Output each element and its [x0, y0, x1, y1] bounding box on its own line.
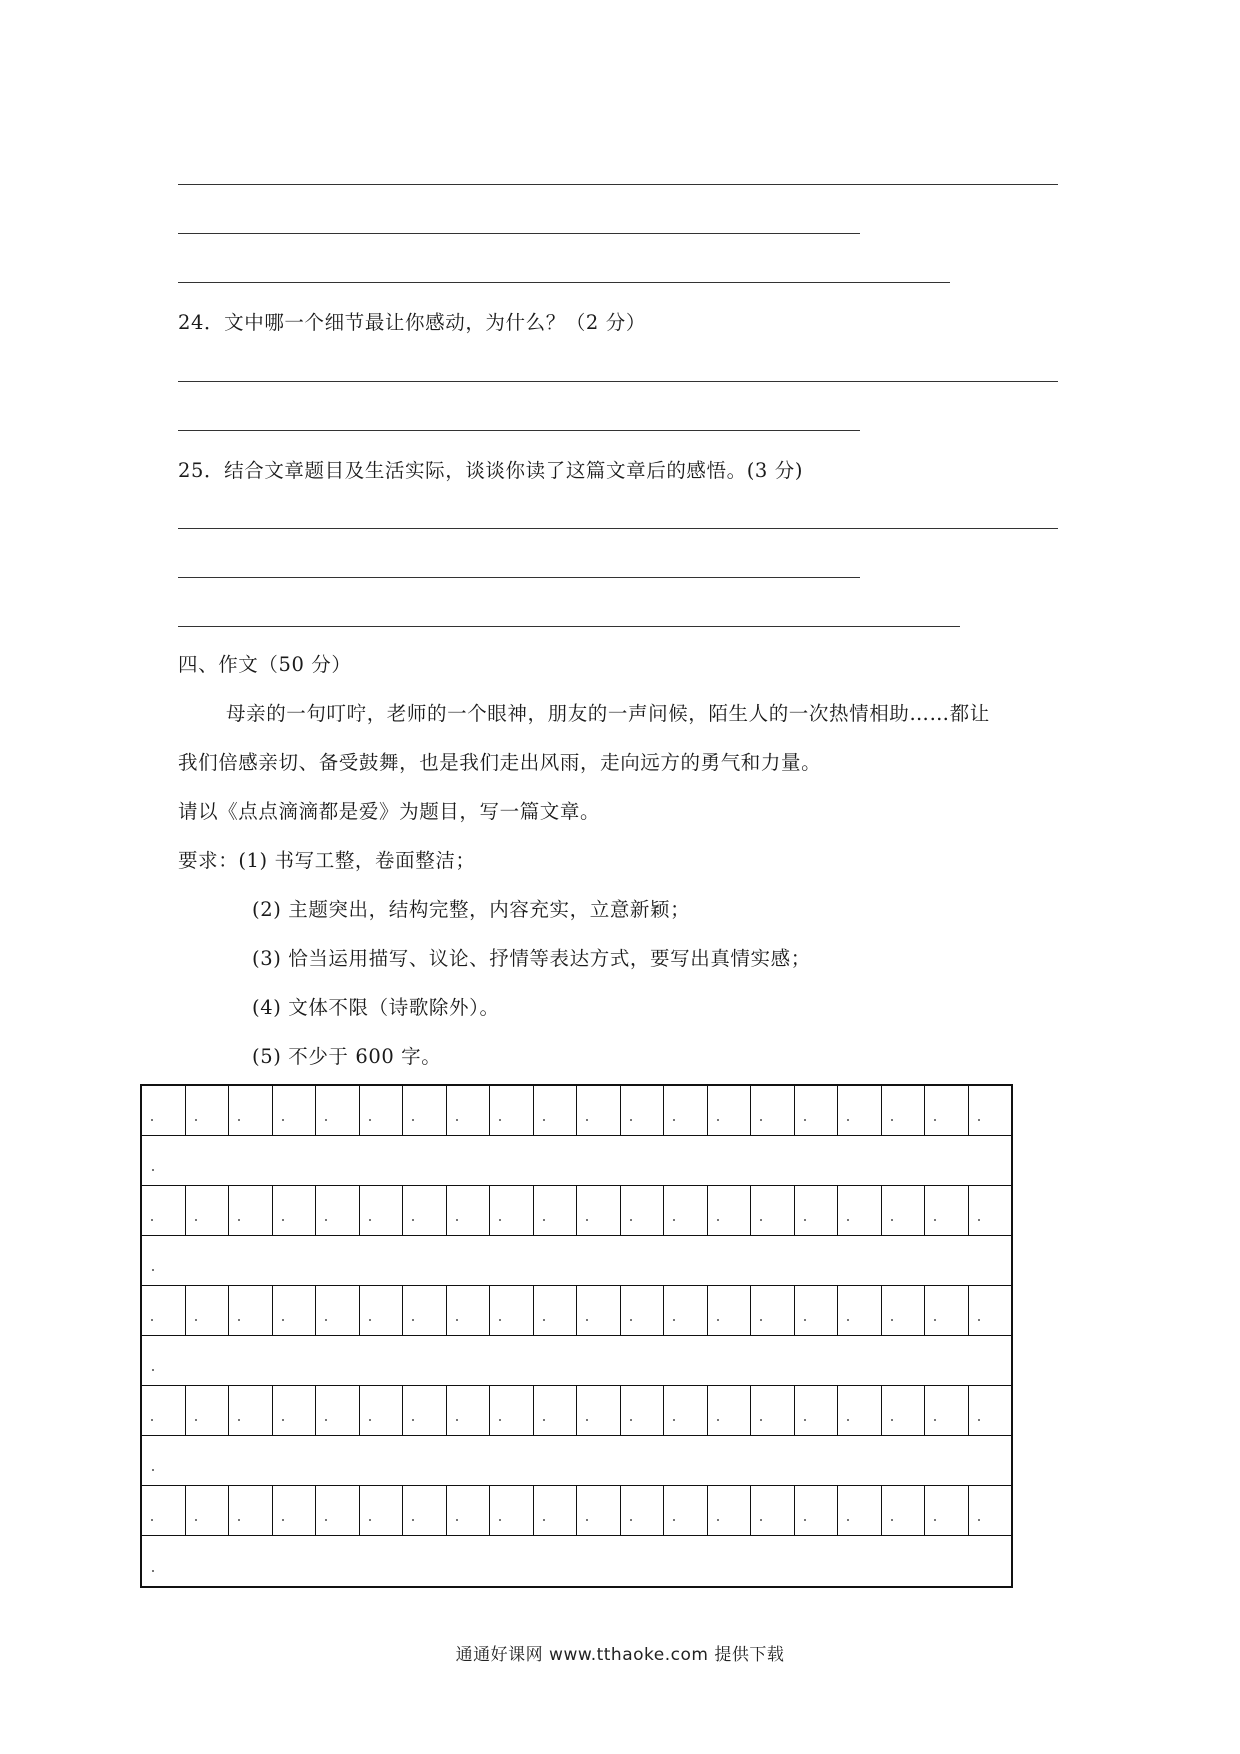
- grid-row: [142, 1186, 1011, 1236]
- grid-cell[interactable]: [316, 1486, 360, 1535]
- grid-cell[interactable]: [534, 1086, 578, 1135]
- grid-cell[interactable]: [577, 1186, 621, 1235]
- section-heading-composition: 四、作文（50 分）: [178, 653, 352, 676]
- grid-cell[interactable]: [838, 1186, 882, 1235]
- grid-cell[interactable]: [577, 1286, 621, 1335]
- requirements-label: [178, 848, 476, 874]
- grid-cell[interactable]: [751, 1386, 795, 1435]
- grid-cell[interactable]: [621, 1086, 665, 1135]
- grid-cell[interactable]: [882, 1386, 926, 1435]
- grid-cell[interactable]: [360, 1486, 404, 1535]
- grid-cell[interactable]: [534, 1386, 578, 1435]
- page-footer: 通通好课网 www.tthaoke.com 提供下载: [455, 1645, 785, 1665]
- grid-row: [142, 1086, 1011, 1136]
- requirement-5: (5) 不少于 600 字。: [252, 1045, 442, 1068]
- grid-cell[interactable]: [447, 1086, 491, 1135]
- grid-cell[interactable]: [186, 1186, 230, 1235]
- grid-cell[interactable]: [925, 1186, 969, 1235]
- grid-cell[interactable]: [403, 1386, 447, 1435]
- grid-cell[interactable]: [490, 1386, 534, 1435]
- grid-cell[interactable]: [664, 1086, 708, 1135]
- grid-cell[interactable]: [708, 1386, 752, 1435]
- grid-row: [142, 1386, 1011, 1436]
- grid-cell[interactable]: [751, 1086, 795, 1135]
- grid-cell[interactable]: [795, 1486, 839, 1535]
- grid-cell[interactable]: [969, 1286, 1012, 1335]
- grid-cell[interactable]: [403, 1186, 447, 1235]
- grid-cell[interactable]: [882, 1186, 926, 1235]
- grid-cell[interactable]: [273, 1286, 317, 1335]
- requirement-4: (4) 文体不限（诗歌除外）。: [252, 996, 500, 1019]
- grid-cell[interactable]: [447, 1486, 491, 1535]
- grid-cell[interactable]: [229, 1486, 273, 1535]
- answer-line[interactable]: [178, 381, 1058, 382]
- requirements-label-text: 要求：: [178, 849, 239, 872]
- grid-cell[interactable]: [882, 1086, 926, 1135]
- grid-cell[interactable]: [969, 1186, 1012, 1235]
- composition-title-instruction: 请以《点点滴滴都是爱》为题目，写一篇文章。: [178, 800, 601, 823]
- grid-cell[interactable]: [316, 1386, 360, 1435]
- grid-cell[interactable]: [360, 1286, 404, 1335]
- grid-cell[interactable]: [316, 1186, 360, 1235]
- answer-line[interactable]: [178, 282, 950, 283]
- grid-cell[interactable]: [708, 1286, 752, 1335]
- grid-cell[interactable]: [142, 1386, 186, 1435]
- grid-cell[interactable]: [403, 1486, 447, 1535]
- grid-cell[interactable]: [360, 1386, 404, 1435]
- grid-cell[interactable]: [925, 1086, 969, 1135]
- grid-cell[interactable]: [751, 1186, 795, 1235]
- question-24: 24．文中哪一个细节最让你感动，为什么？（2 分）: [178, 311, 646, 334]
- grid-row: [142, 1286, 1011, 1336]
- grid-cell[interactable]: [795, 1186, 839, 1235]
- grid-cell[interactable]: [142, 1186, 186, 1235]
- grid-cell[interactable]: [621, 1386, 665, 1435]
- grid-cell[interactable]: [534, 1486, 578, 1535]
- grid-cell[interactable]: [142, 1486, 186, 1535]
- grid-cell[interactable]: [621, 1186, 665, 1235]
- grid-cell[interactable]: [925, 1386, 969, 1435]
- grid-cell[interactable]: [838, 1286, 882, 1335]
- grid-cell[interactable]: [229, 1186, 273, 1235]
- grid-cell[interactable]: [708, 1186, 752, 1235]
- grid-cell[interactable]: [664, 1386, 708, 1435]
- grid-cell[interactable]: [186, 1386, 230, 1435]
- grid-cell[interactable]: [751, 1286, 795, 1335]
- grid-cell[interactable]: [882, 1486, 926, 1535]
- grid-row-spacer: [142, 1236, 1011, 1286]
- grid-row-spacer: [142, 1436, 1011, 1486]
- grid-cell[interactable]: [925, 1286, 969, 1335]
- grid-cell[interactable]: [534, 1186, 578, 1235]
- grid-cell[interactable]: [447, 1186, 491, 1235]
- requirement-1: (1) 书写工整，卷面整洁；: [238, 849, 476, 872]
- grid-cell[interactable]: [838, 1486, 882, 1535]
- grid-cell[interactable]: [316, 1086, 360, 1135]
- grid-cell[interactable]: [664, 1286, 708, 1335]
- requirement-3: (3) 恰当运用描写、议论、抒情等表达方式，要写出真情实感；: [252, 947, 811, 970]
- grid-cell[interactable]: [490, 1486, 534, 1535]
- composition-prompt-line-1: 母亲的一句叮咛，老师的一个眼神，朋友的一声问候，陌生人的一次热情相助……都让: [226, 702, 990, 725]
- grid-cell[interactable]: [490, 1286, 534, 1335]
- grid-cell[interactable]: [577, 1486, 621, 1535]
- grid-cell[interactable]: [273, 1186, 317, 1235]
- grid-cell[interactable]: [186, 1486, 230, 1535]
- grid-cell[interactable]: [577, 1086, 621, 1135]
- grid-cell[interactable]: [969, 1486, 1012, 1535]
- grid-row: [142, 1486, 1011, 1536]
- grid-cell[interactable]: [621, 1486, 665, 1535]
- grid-cell[interactable]: [360, 1186, 404, 1235]
- grid-cell[interactable]: [882, 1286, 926, 1335]
- grid-cell[interactable]: [403, 1286, 447, 1335]
- grid-row-spacer: [142, 1336, 1011, 1386]
- grid-cell[interactable]: [534, 1286, 578, 1335]
- grid-cell[interactable]: [142, 1086, 186, 1135]
- composition-writing-grid: [140, 1084, 1013, 1588]
- grid-cell[interactable]: [142, 1286, 186, 1335]
- grid-cell[interactable]: [708, 1086, 752, 1135]
- grid-cell[interactable]: [751, 1486, 795, 1535]
- grid-cell[interactable]: [490, 1186, 534, 1235]
- grid-row-spacer: [142, 1136, 1011, 1186]
- answer-line[interactable]: [178, 233, 860, 234]
- answer-line[interactable]: [178, 184, 1058, 185]
- answer-line[interactable]: [178, 528, 1058, 529]
- grid-cell[interactable]: [447, 1286, 491, 1335]
- grid-cell[interactable]: [664, 1486, 708, 1535]
- grid-cell[interactable]: [621, 1286, 665, 1335]
- grid-row-spacer: [142, 1536, 1011, 1586]
- grid-cell[interactable]: [969, 1386, 1012, 1435]
- composition-prompt-line-2: 我们倍感亲切、备受鼓舞，也是我们走出风雨，走向远方的勇气和力量。: [178, 751, 822, 774]
- answer-line[interactable]: [178, 577, 860, 578]
- grid-cell[interactable]: [360, 1086, 404, 1135]
- grid-cell[interactable]: [969, 1086, 1012, 1135]
- requirement-2: (2) 主题突出，结构完整，内容充实，立意新颖；: [252, 898, 691, 921]
- grid-cell[interactable]: [447, 1386, 491, 1435]
- grid-cell[interactable]: [186, 1086, 230, 1135]
- question-25: 25．结合文章题目及生活实际，谈谈你读了这篇文章后的感悟。(3 分): [178, 459, 804, 482]
- grid-cell[interactable]: [925, 1486, 969, 1535]
- grid-cell[interactable]: [838, 1386, 882, 1435]
- grid-cell[interactable]: [577, 1386, 621, 1435]
- grid-cell[interactable]: [795, 1286, 839, 1335]
- grid-cell[interactable]: [229, 1386, 273, 1435]
- grid-cell[interactable]: [795, 1086, 839, 1135]
- grid-cell[interactable]: [838, 1086, 882, 1135]
- grid-cell[interactable]: [229, 1286, 273, 1335]
- grid-cell[interactable]: [795, 1386, 839, 1435]
- grid-cell[interactable]: [186, 1286, 230, 1335]
- grid-cell[interactable]: [708, 1486, 752, 1535]
- grid-cell[interactable]: [273, 1486, 317, 1535]
- answer-line[interactable]: [178, 626, 960, 627]
- grid-cell[interactable]: [403, 1086, 447, 1135]
- grid-cell[interactable]: [490, 1086, 534, 1135]
- grid-cell[interactable]: [664, 1186, 708, 1235]
- grid-cell[interactable]: [229, 1086, 273, 1135]
- grid-cell[interactable]: [273, 1086, 317, 1135]
- grid-cell[interactable]: [273, 1386, 317, 1435]
- grid-cell[interactable]: [316, 1286, 360, 1335]
- answer-line[interactable]: [178, 430, 860, 431]
